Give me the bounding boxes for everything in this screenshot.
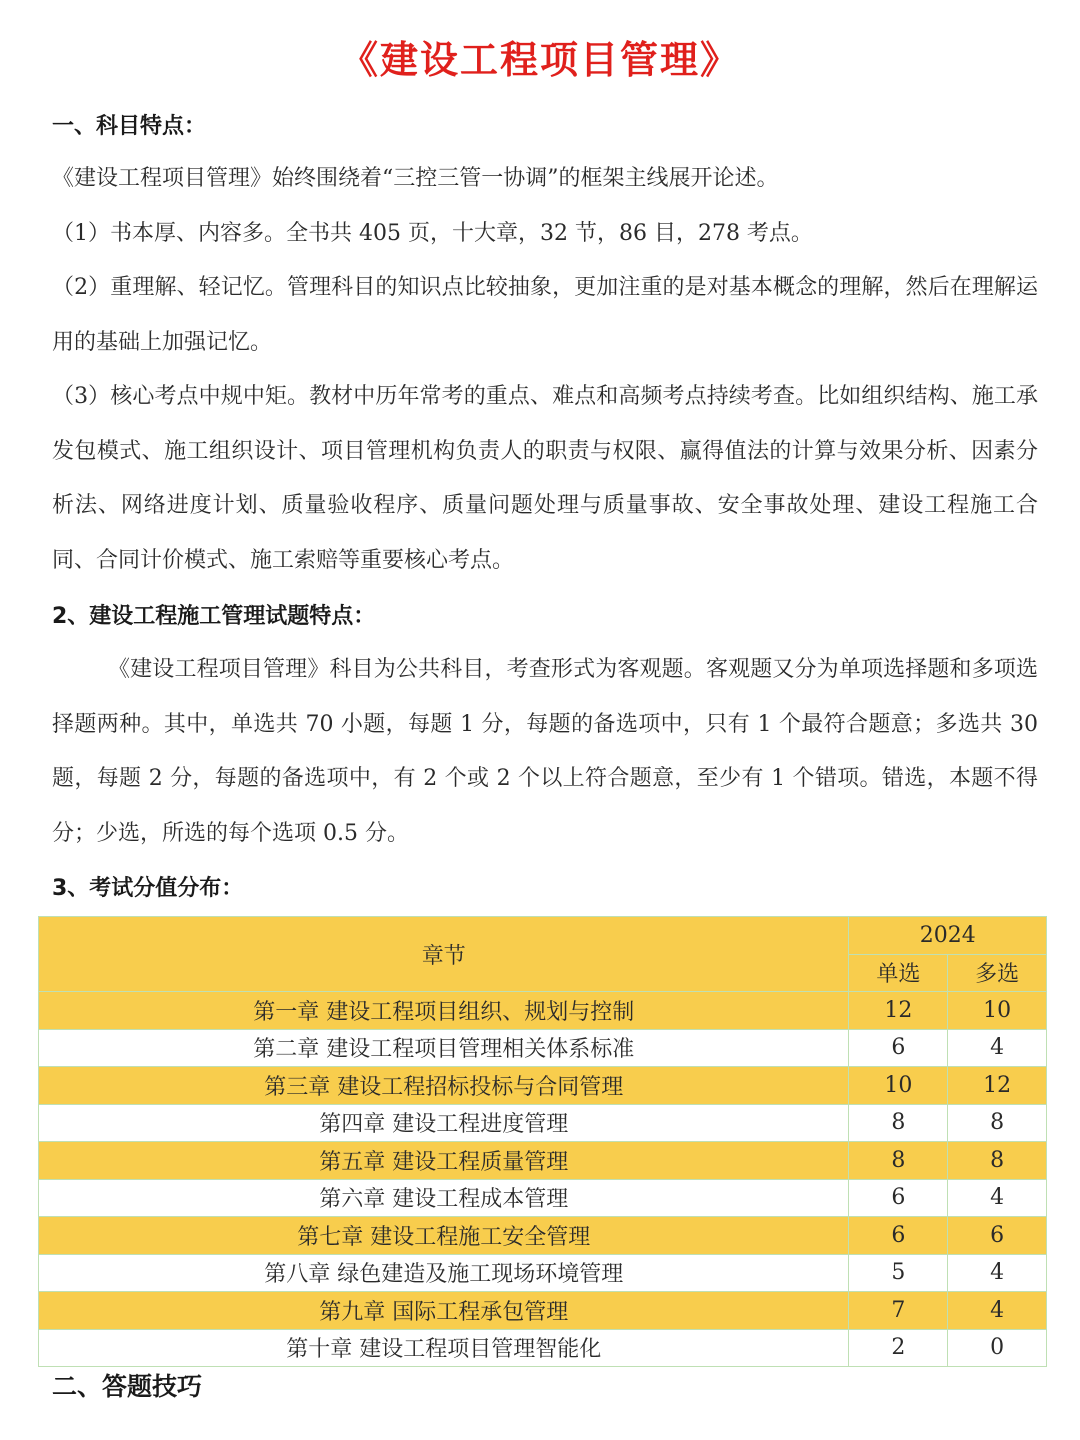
table-cell-multi-choice: 4: [948, 1254, 1047, 1292]
table-header-chapter: 章节: [39, 917, 849, 992]
paragraph-intro: 《建设工程项目管理》始终围绕着“三控三管一协调”的框架主线展开论述。: [52, 166, 779, 191]
table-cell-single-choice: 6: [849, 1179, 948, 1217]
table-cell-multi-choice: 4: [948, 1029, 1047, 1067]
table-cell-chapter: 第六章 建设工程成本管理: [39, 1179, 849, 1217]
table-cell-chapter: 第一章 建设工程项目组织、规划与控制: [39, 992, 849, 1030]
page-title: 《建设工程项目管理》: [339, 38, 740, 82]
section-heading-exam-features: 2、建设工程施工管理试题特点：: [52, 604, 376, 629]
table-row: [39, 1254, 1047, 1292]
table-cell-multi-choice: 8: [948, 1142, 1047, 1180]
table-row: [39, 1292, 1047, 1330]
table-row: [39, 1179, 1047, 1217]
table-cell-chapter: 第二章 建设工程项目管理相关体系标准: [39, 1029, 849, 1067]
table-cell-multi-choice: 12: [948, 1067, 1047, 1105]
table-header-multi-choice: 多选: [948, 954, 1047, 992]
table-row: [39, 1029, 1047, 1067]
section-heading-score-distribution: 3、考试分值分布：: [52, 876, 244, 901]
table-cell-chapter: 第七章 建设工程施工安全管理: [39, 1217, 849, 1255]
paragraph-exam-format: 《建设工程项目管理》科目为公共科目，考查形式为客观题。客观题又分为单项选择题和多项选择题两种。其中，单选共 70 小题，每题 1 分，每题的备选项中，只有 1 个最符合题意；多选共 30 题，每题 2 分，每题的备选项中，有 2 个或 2 个以上符合题意，至少有 1 个错项。错选，本题不得分；少选，所选的每个选项 0.5 分。: [52, 657, 1038, 846]
table-cell-single-choice: 7: [849, 1292, 948, 1330]
table-cell-chapter: 第三章 建设工程招标投标与合同管理: [39, 1067, 849, 1105]
table-cell-chapter: 第四章 建设工程进度管理: [39, 1104, 849, 1142]
table-cell-single-choice: 6: [849, 1217, 948, 1255]
table-cell-single-choice: 5: [849, 1254, 948, 1292]
table-cell-multi-choice: 4: [948, 1179, 1047, 1217]
paragraph-point-1: （1）书本厚、内容多。全书共 405 页，十大章，32 节，86 目，278 考点。: [52, 221, 813, 246]
section-heading-answer-tips: 二、答题技巧: [52, 1372, 203, 1401]
table-cell-multi-choice: 6: [948, 1217, 1047, 1255]
table-cell-single-choice: 8: [849, 1104, 948, 1142]
table-cell-chapter: 第八章 绿色建造及施工现场环境管理: [39, 1254, 849, 1292]
table-cell-single-choice: 10: [849, 1067, 948, 1105]
table-cell-multi-choice: 8: [948, 1104, 1047, 1142]
table-row: [39, 1329, 1047, 1367]
table-cell-chapter: 第十章 建设工程项目管理智能化: [39, 1329, 849, 1367]
score-distribution-table: [38, 916, 1047, 1367]
table-header-single-choice: 单选: [849, 954, 948, 992]
table-row: [39, 1142, 1047, 1180]
table-cell-chapter: 第九章 国际工程承包管理: [39, 1292, 849, 1330]
table-row: [39, 1104, 1047, 1142]
table-cell-single-choice: 2: [849, 1329, 948, 1367]
table-cell-multi-choice: 4: [948, 1292, 1047, 1330]
table-cell-single-choice: 6: [849, 1029, 948, 1067]
table-row: [39, 1217, 1047, 1255]
table-row: [39, 992, 1047, 1030]
table-header-row: [39, 917, 1047, 955]
table-cell-multi-choice: 0: [948, 1329, 1047, 1367]
table-header-year: 2024: [849, 917, 1047, 955]
section-heading-subject-features: 一、科目特点：: [52, 114, 207, 139]
table-row: [39, 1067, 1047, 1105]
paragraph-point-2: （2）重理解、轻记忆。管理科目的知识点比较抽象，更加注重的是对基本概念的理解，然后在理解运用的基础上加强记忆。: [52, 275, 1038, 355]
table-cell-chapter: 第五章 建设工程质量管理: [39, 1142, 849, 1180]
paragraph-point-3: （3）核心考点中规中矩。教材中历年常考的重点、难点和高频考点持续考查。比如组织结构、施工承发包模式、施工组织设计、项目管理机构负责人的职责与权限、赢得值法的计算与效果分析、因素分析法、网络进度计划、质量验收程序、质量问题处理与质量事故、安全事故处理、建设工程施工合同、合同计价模式、施工索赔等重要核心考点。: [52, 384, 1038, 573]
table-cell-multi-choice: 10: [948, 992, 1047, 1030]
table-cell-single-choice: 12: [849, 992, 948, 1030]
table-cell-single-choice: 8: [849, 1142, 948, 1180]
